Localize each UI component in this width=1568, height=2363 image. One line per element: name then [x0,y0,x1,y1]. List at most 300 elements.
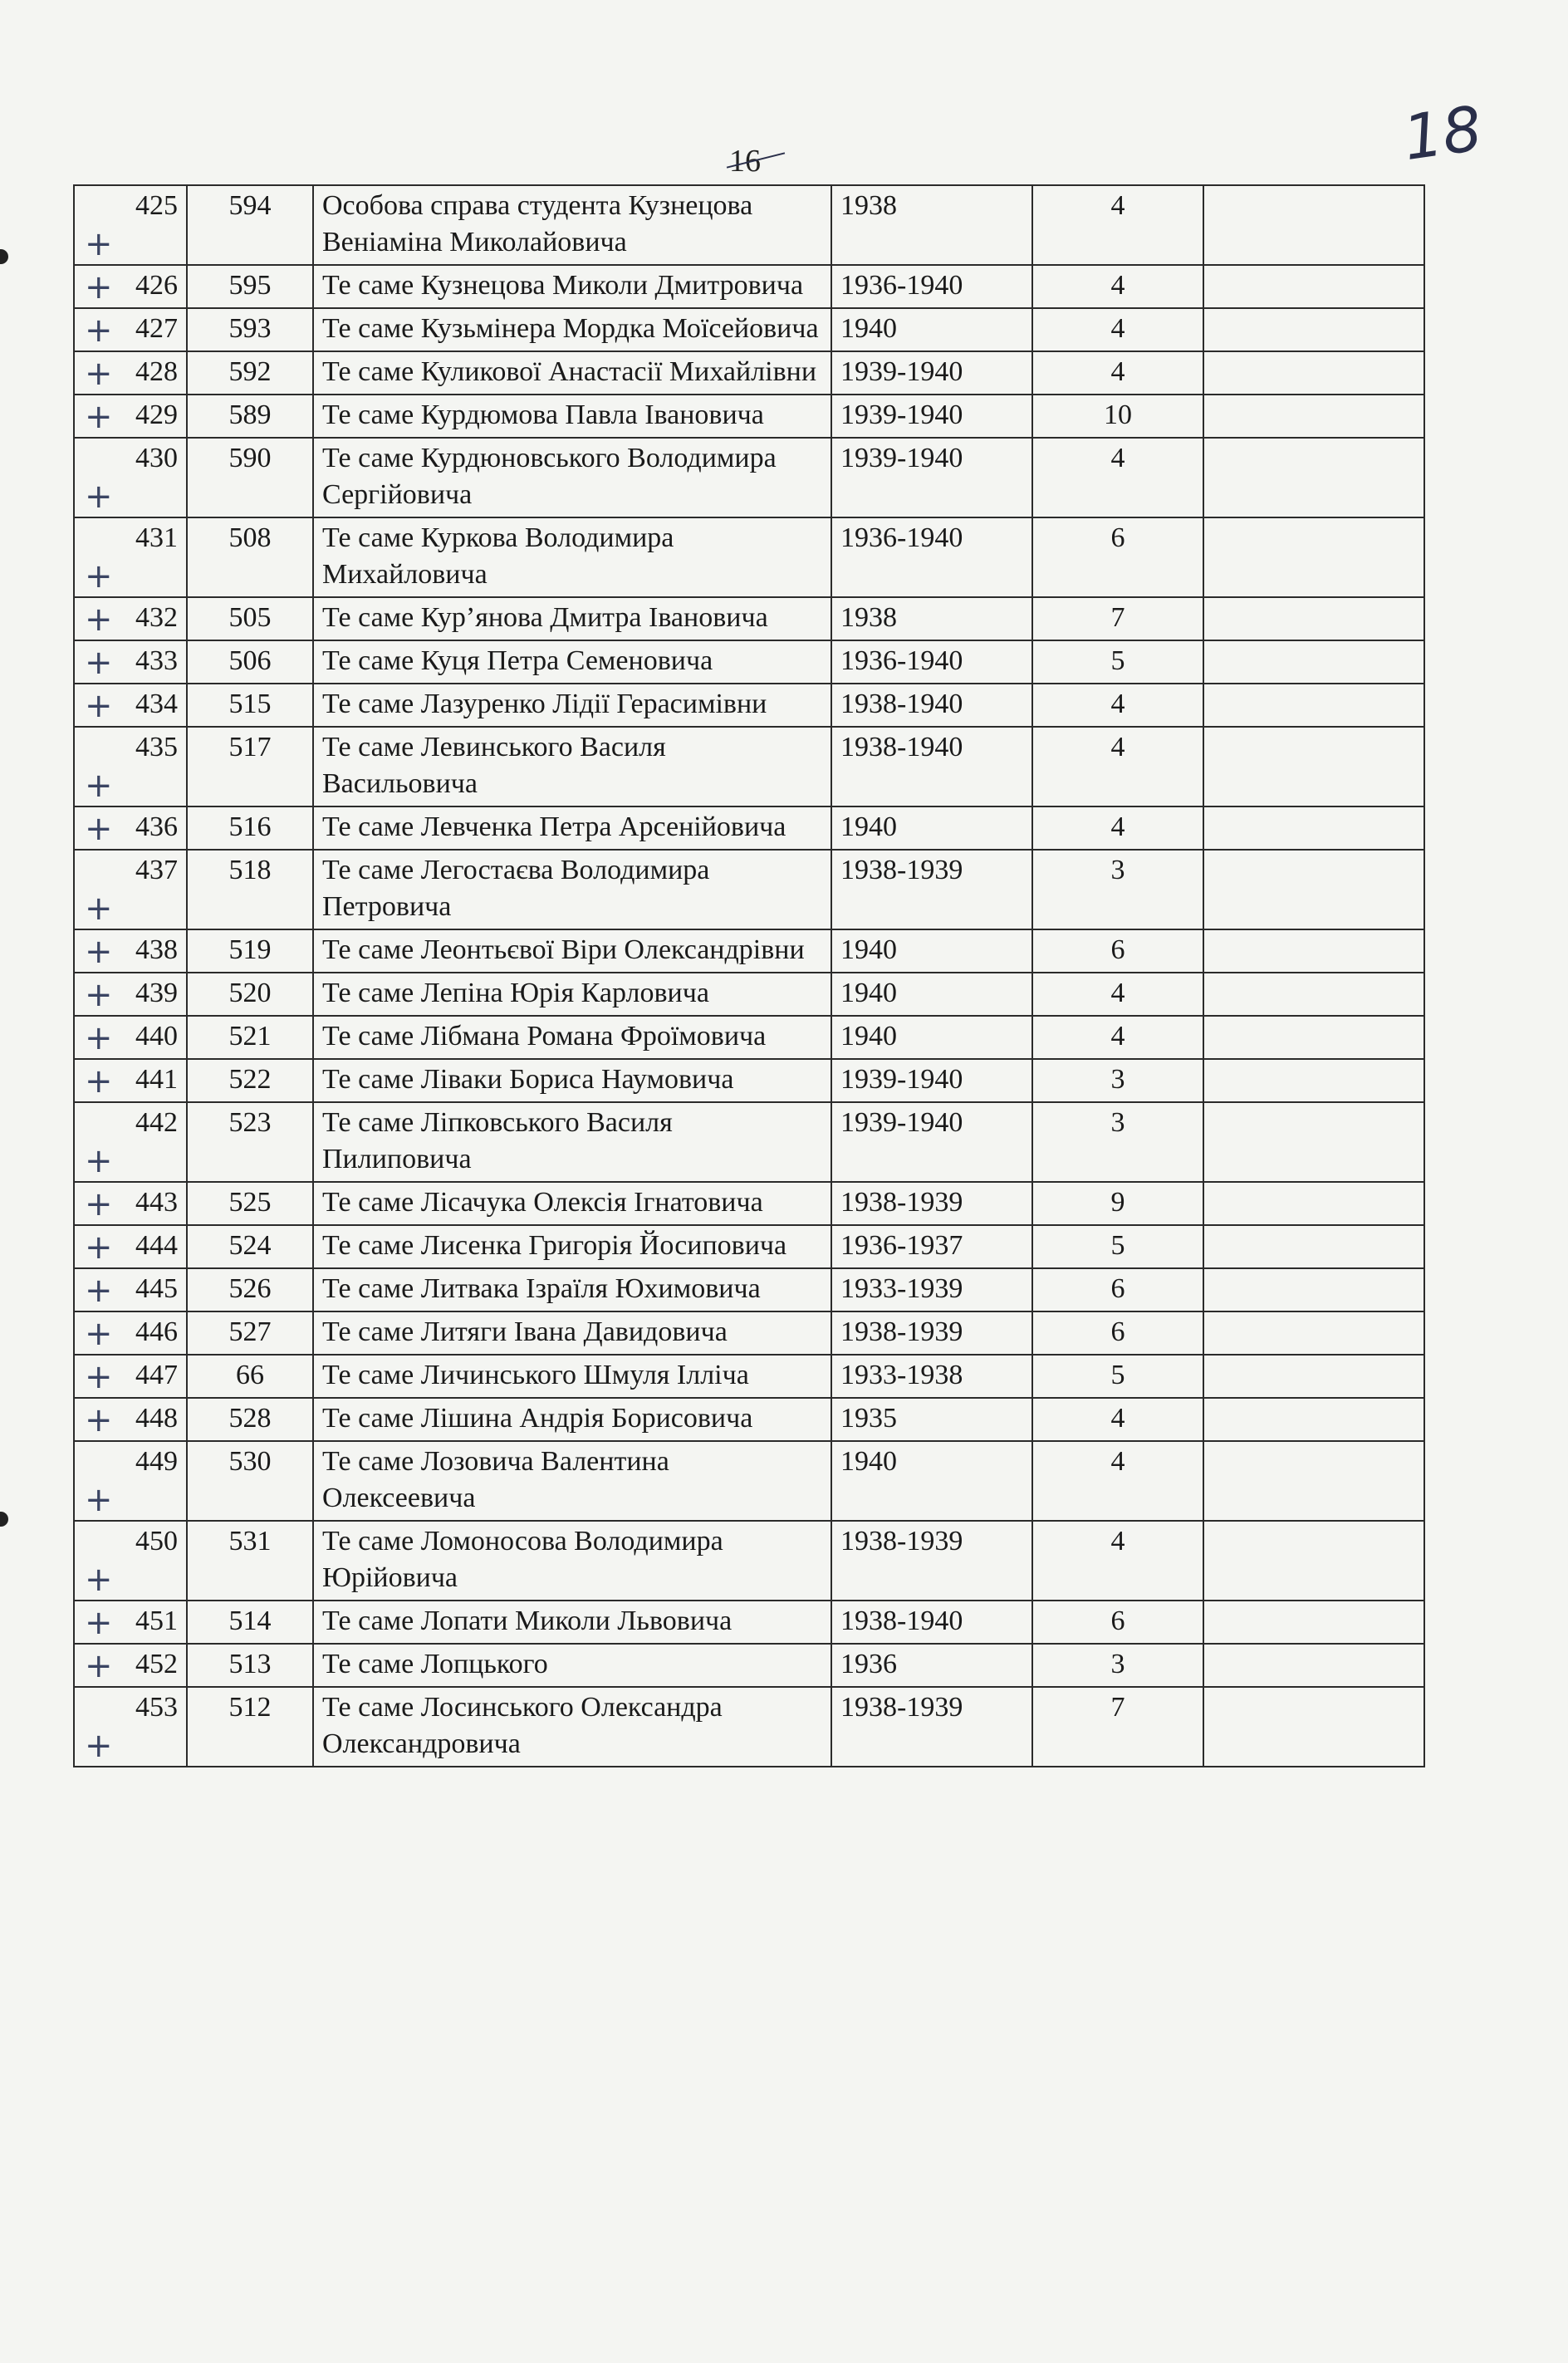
date-range-cell [831,1601,1032,1644]
date-range-text: 1938-1940 [840,1606,963,1636]
checkmark-cross-icon: + [85,1272,113,1310]
record-number-cell [74,806,187,850]
date-range-cell [831,806,1032,850]
note-cell [1203,1441,1424,1521]
sheet-count-text: 5 [1110,1360,1125,1390]
sheet-count-cell [1032,929,1203,973]
sheet-count-cell [1032,1225,1203,1268]
file-title-cell [313,1355,831,1398]
sheet-count-text: 4 [1110,313,1125,344]
file-number-text: 590 [228,443,272,473]
sheet-count-text: 4 [1110,732,1125,762]
date-range-cell [831,1059,1032,1102]
note-cell [1203,727,1424,806]
file-title-text: Те саме Лозовича Валентина Олексеевича [322,1446,669,1513]
file-title-cell [313,438,831,517]
table-row [74,1521,1424,1601]
note-cell [1203,185,1424,265]
file-number-text: 514 [228,1606,272,1636]
record-number-cell [74,1644,187,1687]
sheet-count-text: 4 [1110,356,1125,387]
record-number-cell [74,1059,187,1102]
sheet-count-text: 6 [1110,1273,1125,1304]
inventory-table [73,184,1425,1767]
file-title-cell [313,1016,831,1059]
sheet-count-cell [1032,806,1203,850]
record-number-cell [74,308,187,351]
handwritten-page-number: 18 [1399,92,1487,175]
note-cell [1203,806,1424,850]
file-title-text: Те саме Ліпковського Василя Пилиповича [322,1107,673,1174]
table-row [74,850,1424,929]
file-number-cell [187,438,313,517]
file-number-text: 594 [228,190,272,221]
file-title-cell [313,727,831,806]
note-cell [1203,1311,1424,1355]
sheet-count-cell [1032,973,1203,1016]
note-cell [1203,395,1424,438]
file-title-text: Те саме Леонтьєвої Віри Олександрівни [322,934,805,965]
sheet-count-cell [1032,1687,1203,1767]
table-row [74,597,1424,640]
date-range-text: 1939-1940 [840,400,963,430]
record-number-cell [74,517,187,597]
sheet-count-text: 4 [1110,978,1125,1008]
file-title-cell [313,1441,831,1521]
record-number-text: 441 [135,1064,178,1095]
sheet-count-cell [1032,684,1203,727]
file-title-text: Те саме Ліваки Бориса Наумовича [322,1064,734,1095]
checkmark-cross-icon: + [85,933,113,971]
date-range-cell [831,597,1032,640]
record-number-cell [74,640,187,684]
date-range-text: 1936-1940 [840,522,963,553]
table-row [74,185,1424,265]
sheet-count-cell [1032,640,1203,684]
file-title-cell [313,1059,831,1102]
file-title-cell [313,1311,831,1355]
table-row [74,1601,1424,1644]
date-range-text: 1938-1939 [840,1316,963,1347]
date-range-cell [831,1355,1032,1398]
record-number-text: 443 [135,1187,178,1218]
table-row [74,1016,1424,1059]
note-cell [1203,517,1424,597]
sheet-count-text: 7 [1110,1692,1125,1723]
sheet-count-cell [1032,727,1203,806]
file-number-text: 521 [228,1021,272,1052]
sheet-count-cell [1032,597,1203,640]
file-title-text: Те саме Лісачука Олексія Ігнатовича [322,1187,763,1218]
note-cell [1203,308,1424,351]
file-number-text: 515 [228,689,272,719]
date-range-cell [831,1687,1032,1767]
checkmark-cross-icon: + [85,1561,113,1599]
table-row [74,973,1424,1016]
file-title-cell [313,1398,831,1441]
record-number-cell [74,1687,187,1767]
file-number-cell [187,185,313,265]
checkmark-cross-icon: + [85,601,113,639]
table-row [74,395,1424,438]
file-title-text: Особова справа студента Кузнецова Веніаміна Миколайовича [322,190,753,257]
note-cell [1203,1398,1424,1441]
sheet-count-cell [1032,1355,1203,1398]
file-title-cell [313,265,831,308]
file-number-cell [187,929,313,973]
file-title-text: Те саме Литвака Ізраїля Юхимовича [322,1273,761,1304]
checkmark-cross-icon: + [85,398,113,436]
date-range-cell [831,351,1032,395]
file-title-cell [313,395,831,438]
record-number-text: 429 [135,400,178,430]
file-title-text: Те саме Личинського Шмуля Ілліча [322,1360,749,1390]
checkmark-cross-icon: + [85,687,113,725]
date-range-text: 1936 [840,1649,897,1679]
file-title-text: Те саме Лисенка Григорія Йосиповича [322,1230,787,1261]
sheet-count-text: 3 [1110,1064,1125,1095]
record-number-text: 433 [135,645,178,676]
checkmark-cross-icon: + [85,1315,113,1353]
sheet-count-cell [1032,395,1203,438]
sheet-count-text: 4 [1110,443,1125,473]
note-cell [1203,1059,1424,1102]
file-title-text: Те саме Лазуренко Лідії Герасимівни [322,689,767,719]
date-range-text: 1940 [840,1021,897,1052]
note-cell [1203,1268,1424,1311]
sheet-count-cell [1032,1441,1203,1521]
table-row [74,1355,1424,1398]
file-number-text: 593 [228,313,272,344]
date-range-text: 1938-1939 [840,1692,963,1723]
record-number-text: 434 [135,689,178,719]
record-number-cell [74,1311,187,1355]
record-number-cell [74,1268,187,1311]
note-cell [1203,850,1424,929]
record-number-text: 431 [135,522,178,553]
date-range-text: 1939-1940 [840,1064,963,1095]
table-row [74,1225,1424,1268]
sheet-count-cell [1032,438,1203,517]
file-title-text: Те саме Кузнецова Миколи Дмитровича [322,270,804,301]
file-title-cell [313,684,831,727]
record-number-text: 427 [135,313,178,344]
date-range-text: 1936-1937 [840,1230,963,1261]
sheet-count-cell [1032,1182,1203,1225]
sheet-count-cell [1032,517,1203,597]
file-title-text: Те саме Куця Петра Семеновича [322,645,713,676]
record-number-text: 435 [135,732,178,762]
sheet-count-text: 6 [1110,934,1125,965]
date-range-cell [831,1268,1032,1311]
note-cell [1203,1182,1424,1225]
file-number-cell [187,1182,313,1225]
file-title-text: Те саме Лішина Андрія Борисовича [322,1403,753,1434]
file-number-cell [187,1268,313,1311]
record-number-cell [74,1355,187,1398]
record-number-text: 446 [135,1316,178,1347]
date-range-text: 1938-1939 [840,855,963,885]
date-range-text: 1940 [840,313,897,344]
date-range-text: 1938-1940 [840,732,963,762]
date-range-text: 1936-1940 [840,270,963,301]
date-range-cell [831,1102,1032,1182]
checkmark-cross-icon: + [85,311,113,350]
note-cell [1203,351,1424,395]
sheet-count-text: 10 [1104,400,1132,430]
file-title-cell [313,1601,831,1644]
file-title-text: Те саме Левченка Петра Арсенійовича [322,811,786,842]
file-title-text: Те саме Кур’янова Дмитра Івановича [322,602,768,633]
sheet-count-cell [1032,1102,1203,1182]
sheet-count-cell [1032,850,1203,929]
file-title-cell [313,973,831,1016]
file-number-text: 527 [228,1316,272,1347]
checkmark-cross-icon: + [85,557,113,596]
inventory-table-body [74,185,1424,1767]
checkmark-cross-icon: + [85,355,113,393]
note-cell [1203,640,1424,684]
table-row [74,351,1424,395]
table-row [74,1311,1424,1355]
file-number-cell [187,684,313,727]
file-number-cell [187,727,313,806]
checkmark-cross-icon: + [85,644,113,682]
table-row [74,1644,1424,1687]
date-range-cell [831,929,1032,973]
table-row [74,438,1424,517]
file-title-cell [313,185,831,265]
sheet-count-cell [1032,185,1203,265]
sheet-count-text: 6 [1110,522,1125,553]
date-range-text: 1938-1939 [840,1187,963,1218]
date-range-cell [831,1225,1032,1268]
checkmark-cross-icon: + [85,478,113,516]
record-number-cell [74,351,187,395]
date-range-text: 1938-1940 [840,689,963,719]
date-range-text: 1939-1940 [840,1107,963,1138]
checkmark-cross-icon: + [85,1358,113,1396]
date-range-cell [831,185,1032,265]
file-title-text: Те саме Лосинського Олександра Олександровича [322,1692,723,1759]
record-number-cell [74,185,187,265]
date-range-cell [831,438,1032,517]
sheet-count-cell [1032,1268,1203,1311]
file-number-cell [187,1441,313,1521]
date-range-cell [831,1441,1032,1521]
file-number-text: 592 [228,356,272,387]
record-number-cell [74,1016,187,1059]
file-title-text: Те саме Лопцького [322,1649,548,1679]
file-number-text: 524 [228,1230,272,1261]
table-row [74,1059,1424,1102]
binder-hole-bottom [0,1512,8,1527]
sheet-count-cell [1032,1059,1203,1102]
binder-hole-top [0,249,8,264]
checkmark-cross-icon: + [85,1062,113,1101]
file-title-cell [313,597,831,640]
date-range-cell [831,1016,1032,1059]
note-cell [1203,1016,1424,1059]
file-title-text: Те саме Кузьмінера Мордка Моїсейовича [322,313,819,344]
date-range-cell [831,1521,1032,1601]
sheet-count-cell [1032,351,1203,395]
note-cell [1203,1601,1424,1644]
sheet-count-text: 4 [1110,1446,1125,1477]
date-range-cell [831,517,1032,597]
file-title-text: Те саме Литяги Івана Давидовича [322,1316,728,1347]
table-row [74,1182,1424,1225]
note-cell [1203,1225,1424,1268]
note-cell [1203,265,1424,308]
record-number-text: 452 [135,1649,178,1679]
date-range-text: 1936-1940 [840,645,963,676]
file-title-cell [313,1644,831,1687]
record-number-cell [74,929,187,973]
file-number-cell [187,1687,313,1767]
date-range-cell [831,684,1032,727]
file-title-text: Те саме Лібмана Романа Фроїмовича [322,1021,767,1052]
sheet-count-text: 4 [1110,270,1125,301]
file-title-text: Те саме Лепіна Юрія Карловича [322,978,709,1008]
file-number-text: 512 [228,1692,272,1723]
file-number-text: 526 [228,1273,272,1304]
table-row [74,806,1424,850]
sheet-count-text: 3 [1110,1107,1125,1138]
record-number-cell [74,1225,187,1268]
file-number-text: 525 [228,1187,272,1218]
file-title-text: Те саме Левинського Василя Васильовича [322,732,666,799]
file-number-cell [187,640,313,684]
file-number-text: 531 [228,1526,272,1557]
printed-page-number: 16 [729,144,761,179]
file-title-text: Те саме Легостаєва Володимира Петровича [322,855,710,922]
record-number-cell [74,265,187,308]
file-title-text: Те саме Лопати Миколи Львовича [322,1606,733,1636]
file-title-cell [313,517,831,597]
note-cell [1203,684,1424,727]
file-title-cell [313,640,831,684]
file-number-text: 518 [228,855,272,885]
file-number-text: 508 [228,522,272,553]
table-row [74,640,1424,684]
sheet-count-text: 3 [1110,855,1125,885]
sheet-count-cell [1032,1398,1203,1441]
checkmark-cross-icon: + [85,1604,113,1642]
date-range-cell [831,1398,1032,1441]
checkmark-cross-icon: + [85,1228,113,1267]
date-range-text: 1939-1940 [840,443,963,473]
record-number-cell [74,1182,187,1225]
table-row [74,684,1424,727]
note-cell [1203,973,1424,1016]
file-number-cell [187,1225,313,1268]
file-number-cell [187,1521,313,1601]
record-number-cell [74,1398,187,1441]
record-number-text: 445 [135,1273,178,1304]
file-title-cell [313,1521,831,1601]
record-number-cell [74,1441,187,1521]
date-range-cell [831,727,1032,806]
file-number-cell [187,517,313,597]
table-row [74,1687,1424,1767]
record-number-cell [74,1601,187,1644]
date-range-text: 1940 [840,811,897,842]
file-number-text: 530 [228,1446,272,1477]
record-number-text: 430 [135,443,178,473]
record-number-cell [74,438,187,517]
checkmark-cross-icon: + [85,1481,113,1519]
file-title-text: Те саме Курдюновського Володимира Сергійовича [322,443,777,510]
checkmark-cross-icon: + [85,1727,113,1765]
sheet-count-cell [1032,1311,1203,1355]
record-number-cell [74,597,187,640]
file-number-text: 66 [236,1360,264,1390]
date-range-cell [831,308,1032,351]
note-cell [1203,1355,1424,1398]
sheet-count-text: 3 [1110,1649,1125,1679]
file-number-cell [187,597,313,640]
table-row [74,1268,1424,1311]
file-number-cell [187,1355,313,1398]
file-title-text: Те саме Куркова Володимира Михайловича [322,522,674,590]
file-title-cell [313,1225,831,1268]
file-number-text: 513 [228,1649,272,1679]
checkmark-cross-icon: + [85,1185,113,1223]
sheet-count-text: 4 [1110,1403,1125,1434]
file-number-cell [187,1601,313,1644]
file-number-cell [187,308,313,351]
file-number-text: 595 [228,270,272,301]
record-number-text: 437 [135,855,178,885]
sheet-count-text: 7 [1110,602,1125,633]
date-range-text: 1940 [840,978,897,1008]
date-range-cell [831,265,1032,308]
checkmark-cross-icon: + [85,1019,113,1057]
record-number-cell [74,727,187,806]
table-row [74,308,1424,351]
checkmark-cross-icon: + [85,268,113,306]
record-number-cell [74,973,187,1016]
date-range-text: 1938-1939 [840,1526,963,1557]
record-number-text: 438 [135,934,178,965]
record-number-text: 448 [135,1403,178,1434]
file-title-text: Те саме Ломоносова Володимира Юрійовича [322,1526,723,1593]
checkmark-cross-icon: + [85,890,113,928]
record-number-text: 426 [135,270,178,301]
file-title-cell [313,308,831,351]
date-range-text: 1940 [840,934,897,965]
sheet-count-cell [1032,1644,1203,1687]
file-number-cell [187,1102,313,1182]
date-range-text: 1940 [840,1446,897,1477]
date-range-text: 1933-1938 [840,1360,963,1390]
sheet-count-text: 5 [1110,645,1125,676]
record-number-text: 436 [135,811,178,842]
file-number-text: 506 [228,645,272,676]
record-number-text: 447 [135,1360,178,1390]
note-cell [1203,1644,1424,1687]
file-number-cell [187,1311,313,1355]
table-row [74,1102,1424,1182]
file-number-text: 589 [228,400,272,430]
record-number-cell [74,395,187,438]
file-title-text: Те саме Куликової Анастасії Михайлівни [322,356,817,387]
checkmark-cross-icon: + [85,1647,113,1685]
sheet-count-text: 4 [1110,689,1125,719]
date-range-cell [831,850,1032,929]
date-range-cell [831,395,1032,438]
